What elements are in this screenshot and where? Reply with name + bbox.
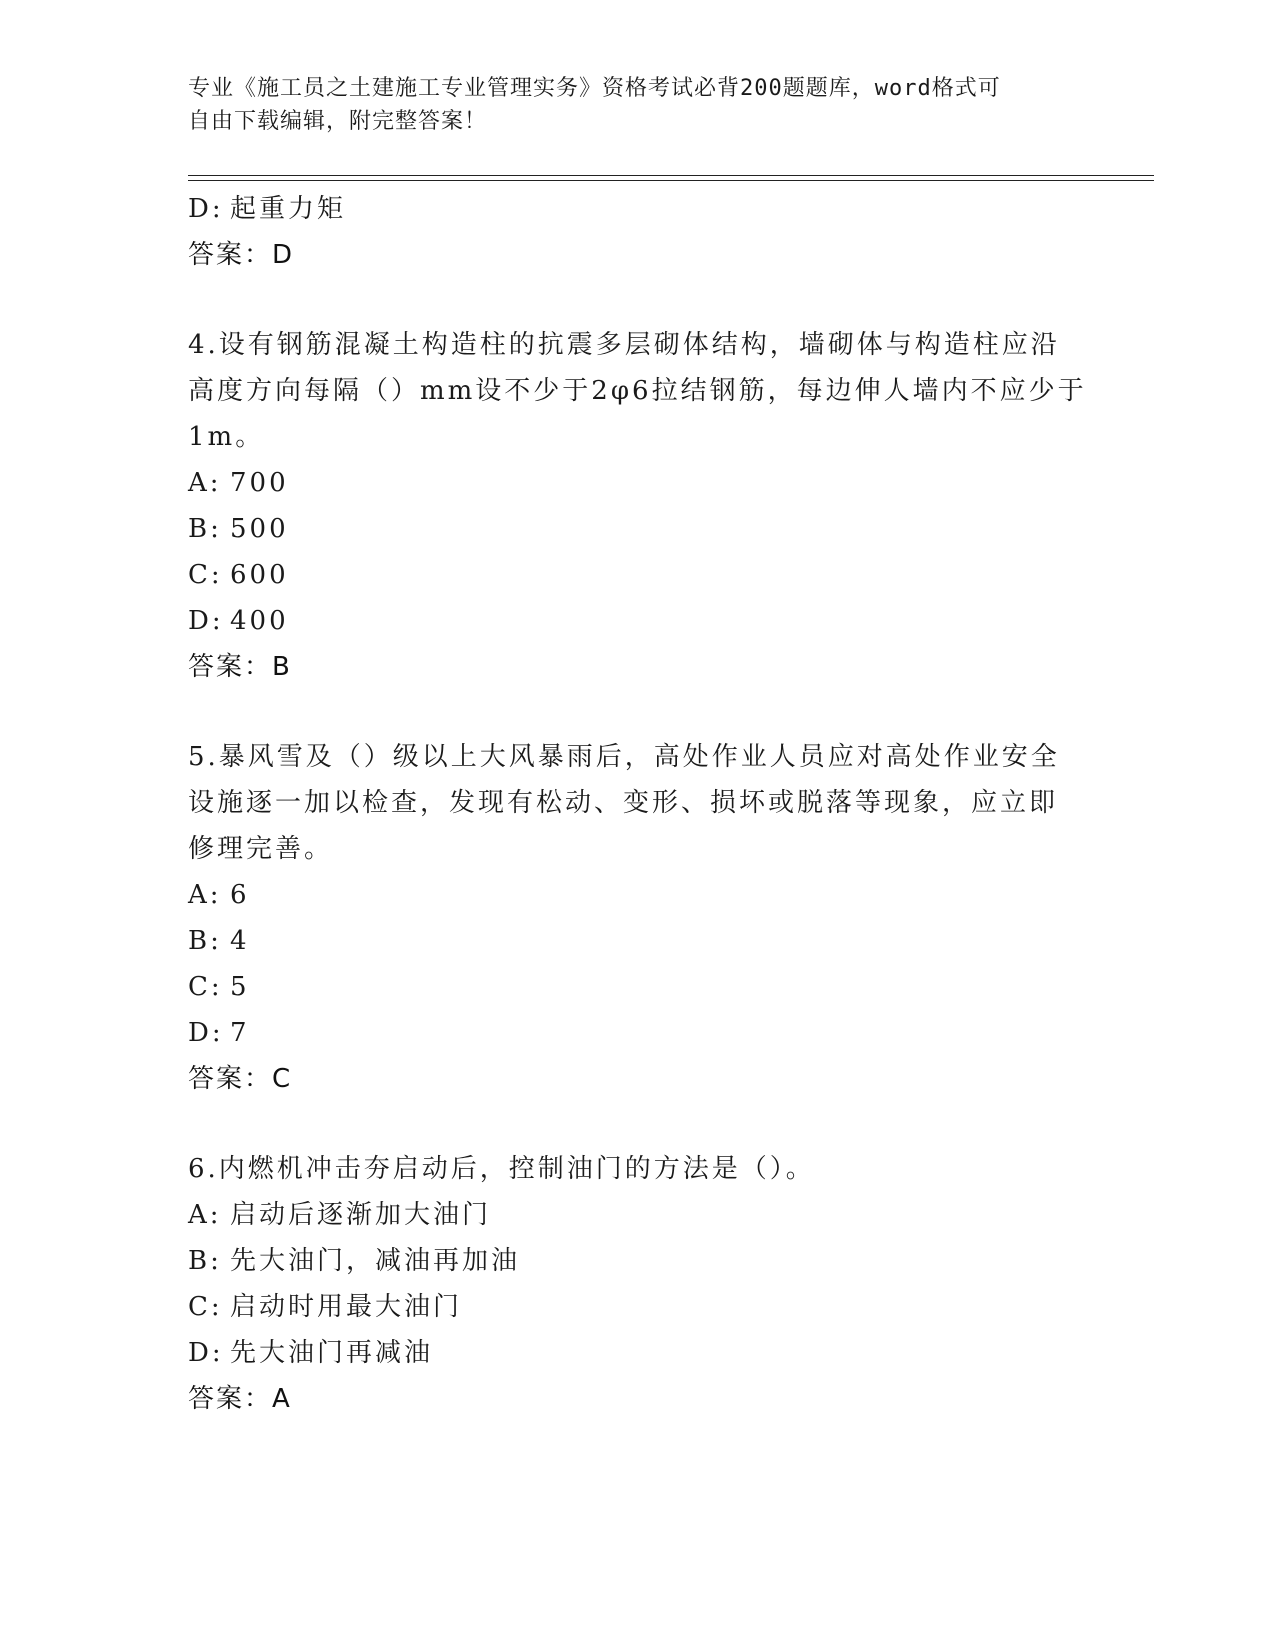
header-title-line-2: 自由下载编辑，附完整答案！	[188, 109, 488, 134]
question-5	[188, 734, 1088, 1102]
option-b	[188, 506, 1088, 552]
question-6	[188, 1146, 1088, 1422]
page-header	[188, 72, 1068, 138]
question-text-line: 1m。	[188, 422, 265, 452]
option-label: D:	[188, 1338, 224, 1368]
option-text: 启动后逐渐加大油门	[230, 1200, 492, 1230]
header-title-line-1: 专业《施工员之土建施工专业管理实务》资格考试必背200题题库，word格式可	[188, 76, 1001, 101]
option-label: C:	[188, 972, 223, 1002]
prev-question-answer: 答案：D	[188, 240, 295, 270]
option-text: 起重力矩	[230, 194, 347, 224]
question-text-line: 修理完善。	[188, 834, 334, 864]
question-4	[188, 322, 1088, 690]
option-text: 700	[230, 468, 289, 498]
answer: 答案：B	[188, 652, 292, 682]
option-label: B:	[188, 1246, 222, 1276]
option-text: 先大油门，减油再加油	[230, 1246, 521, 1276]
header-divider-top	[188, 175, 1154, 176]
option-b	[188, 918, 1088, 964]
question-spacer	[188, 278, 1088, 322]
option-text: 600	[230, 560, 289, 590]
document-body	[188, 186, 1088, 1422]
question-spacer	[188, 1102, 1088, 1146]
option-label: A:	[188, 468, 222, 498]
option-label: A:	[188, 1200, 222, 1230]
option-text: 7	[230, 1018, 250, 1048]
question-text-line: 高度方向每隔（）mm设不少于2φ6拉结钢筋，每边伸人墙内不应少于	[188, 376, 1087, 406]
question-text-line: 6.内燃机冲击夯启动后，控制油门的方法是（）。	[188, 1154, 815, 1184]
option-text: 先大油门再减油	[230, 1338, 434, 1368]
question-text-line: 4.设有钢筋混凝土构造柱的抗震多层砌体结构，墙砌体与构造柱应沿	[188, 330, 1060, 360]
option-text: 400	[230, 606, 289, 636]
option-c	[188, 1284, 1088, 1330]
option-label: B:	[188, 926, 222, 956]
option-text: 启动时用最大油门	[230, 1292, 463, 1322]
option-c	[188, 964, 1088, 1010]
option-label: D:	[188, 1018, 224, 1048]
option-a	[188, 872, 1088, 918]
option-label: C:	[188, 1292, 223, 1322]
option-a	[188, 1192, 1088, 1238]
option-d	[188, 1010, 1088, 1056]
header-divider-bottom	[188, 180, 1154, 181]
question-text-line: 设施逐一加以检查，发现有松动、变形、损坏或脱落等现象，应立即	[188, 788, 1059, 818]
option-text: 4	[230, 926, 250, 956]
answer: 答案：C	[188, 1064, 293, 1094]
option-b	[188, 1238, 1088, 1284]
option-text: 500	[230, 514, 289, 544]
option-label: C:	[188, 560, 223, 590]
option-d	[188, 1330, 1088, 1376]
option-text: 5	[230, 972, 250, 1002]
option-label: A:	[188, 880, 222, 910]
question-spacer	[188, 690, 1088, 734]
option-d	[188, 598, 1088, 644]
option-label: D:	[188, 194, 224, 224]
option-label: D:	[188, 606, 224, 636]
option-c	[188, 552, 1088, 598]
question-text-line: 5.暴风雪及（）级以上大风暴雨后，高处作业人员应对高处作业安全	[188, 742, 1060, 772]
answer: 答案：A	[188, 1384, 292, 1414]
prev-question-option-d	[188, 186, 1088, 232]
option-label: B:	[188, 514, 222, 544]
option-text: 6	[230, 880, 250, 910]
option-a	[188, 460, 1088, 506]
